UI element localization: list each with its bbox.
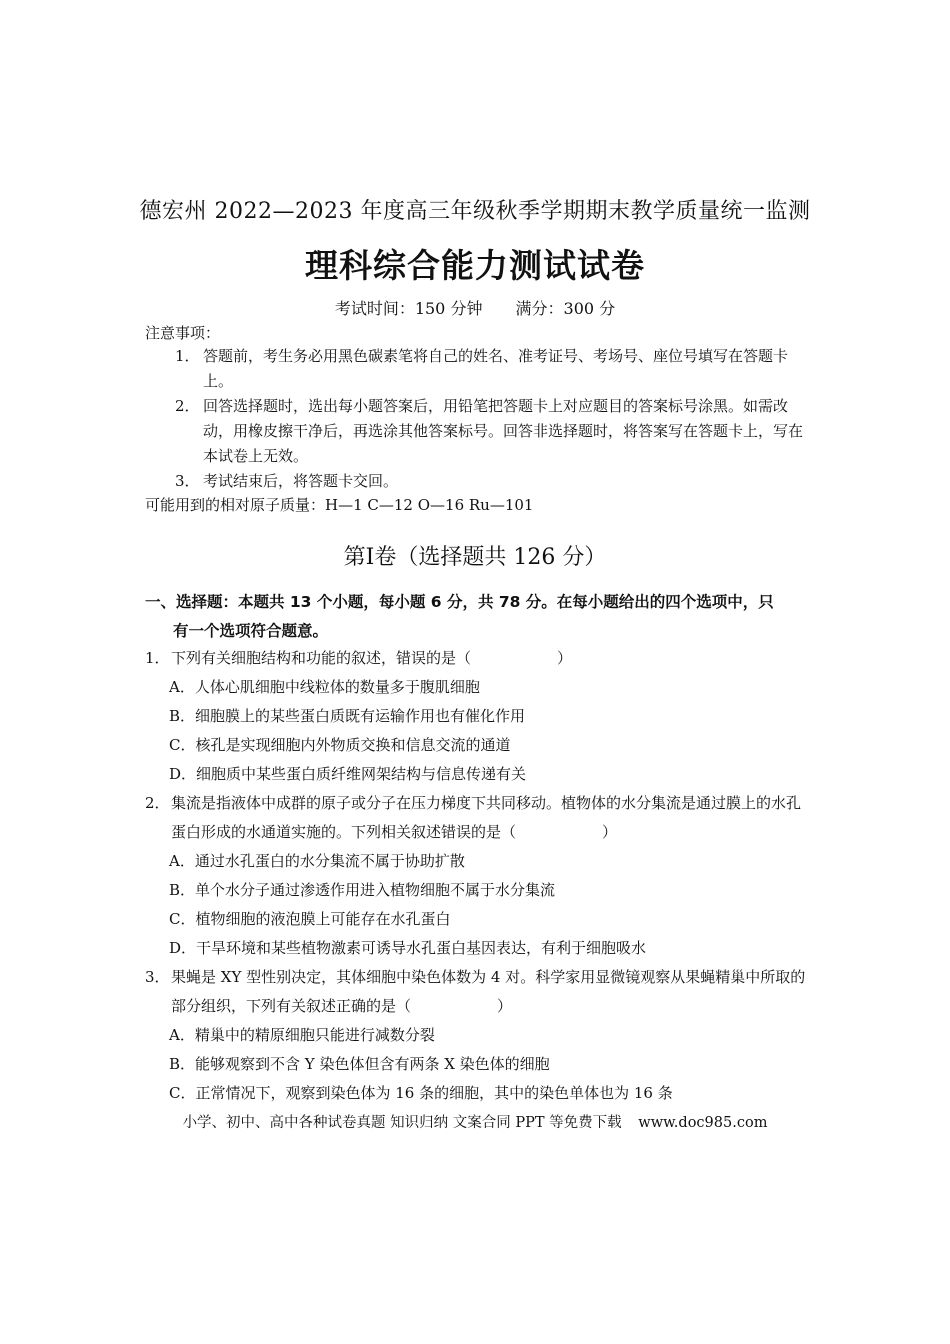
exam-time: 考试时间：150 分钟	[334, 299, 483, 318]
atomic-masses: 可能用到的相对原子质量：H—1 C—12 O—16 Ru—101	[145, 496, 534, 514]
notes-list	[175, 344, 815, 494]
question-1	[145, 644, 815, 789]
question-stem	[145, 963, 815, 1021]
question-paren-close: ）	[602, 823, 618, 841]
question-3	[145, 963, 815, 1108]
question-stem	[145, 789, 815, 847]
option-c: C．核孔是实现细胞内外物质交换和信息交流的通道	[169, 736, 511, 754]
option-a: A．人体心肌细胞中线粒体的数量多于腹肌细胞	[169, 678, 480, 696]
note-item	[175, 469, 815, 494]
note-item	[175, 394, 815, 469]
option-a: A．精巢中的精原细胞只能进行减数分裂	[169, 1026, 435, 1044]
note-text: 回答选择题时，选出每小题答案后，用铅笔把答题卡上对应题目的答案标号涂黑。如需改动，用橡皮擦干净后，再选涂其他答案标号。回答非选择题时，将答案写在答题卡上，写在本试卷上无效。	[203, 397, 804, 465]
exam-score: 满分：300 分	[515, 299, 616, 318]
instruction-line-2: 有一个选项符合题意。	[173, 622, 329, 640]
footer-url[interactable]: www.doc985.com	[638, 1115, 768, 1131]
question-paren-close: ）	[497, 997, 513, 1015]
section-title: 第Ⅰ卷（选择题共 126 分）	[343, 545, 607, 570]
option-a: A．通过水孔蛋白的水分集流不属于协助扩散	[169, 852, 465, 870]
question-paren-close: ）	[557, 649, 573, 667]
footer	[0, 1111, 950, 1132]
question-number: 3．	[145, 968, 170, 986]
question-number: 1．	[145, 649, 170, 667]
section-instructions	[145, 588, 815, 646]
question-text: 果蝇是 XY 型性别决定，其体细胞中染色体数为 4 对。科学家用显微镜观察从果蝇精巢中所取的部分组织，下列有关叙述正确的是（	[171, 968, 806, 1015]
footer-text: 小学、初中、高中各种试卷真题 知识归纳 文案合同 PPT 等免费下载	[182, 1115, 622, 1131]
question-list	[145, 644, 815, 1108]
question-text: 下列有关细胞结构和功能的叙述，错误的是（	[171, 649, 472, 667]
exam-info	[0, 296, 950, 319]
note-item	[175, 344, 815, 394]
option-b: B．细胞膜上的某些蛋白质既有运输作用也有催化作用	[169, 707, 526, 725]
note-number: 2．	[175, 397, 200, 415]
note-number: 1．	[175, 347, 200, 365]
option-b: B．能够观察到不含 Y 染色体但含有两条 X 染色体的细胞	[169, 1055, 550, 1073]
question-2	[145, 789, 815, 963]
page-title: 理科综合能力测试试卷	[305, 246, 645, 285]
instruction-line-1: 一、选择题：本题共 13 个小题，每小题 6 分，共 78 分。在每小题给出的四个选项中，只	[145, 593, 774, 611]
option-c: C．正常情况下，观察到染色体为 16 条的细胞，其中的染色单体也为 16 条	[169, 1084, 673, 1102]
option-d: D．干旱环境和某些植物激素可诱导水孔蛋白基因表达，有利于细胞吸水	[169, 939, 647, 957]
question-stem	[145, 644, 815, 673]
question-text: 集流是指液体中成群的原子或分子在压力梯度下共同移动。植物体的水分集流是通过膜上的水孔蛋白形成的水通道实施的。下列相关叙述错误的是（	[171, 794, 802, 841]
option-c: C．植物细胞的液泡膜上可能存在水孔蛋白	[169, 910, 451, 928]
option-b: B．单个水分子通过渗透作用进入植物细胞不属于水分集流	[169, 881, 556, 899]
note-text: 答题前，考生务必用黑色碳素笔将自己的姓名、准考证号、考场号、座位号填写在答题卡上。	[203, 347, 789, 390]
question-number: 2．	[145, 794, 170, 812]
note-text: 考试结束后，将答题卡交回。	[203, 472, 399, 490]
note-number: 3．	[175, 472, 200, 490]
exam-subtitle: 德宏州 2022—2023 年度高三年级秋季学期期末教学质量统一监测	[139, 199, 811, 224]
option-d: D．细胞质中某些蛋白质纤维网架结构与信息传递有关	[169, 765, 527, 783]
notes-title: 注意事项：	[145, 324, 221, 342]
